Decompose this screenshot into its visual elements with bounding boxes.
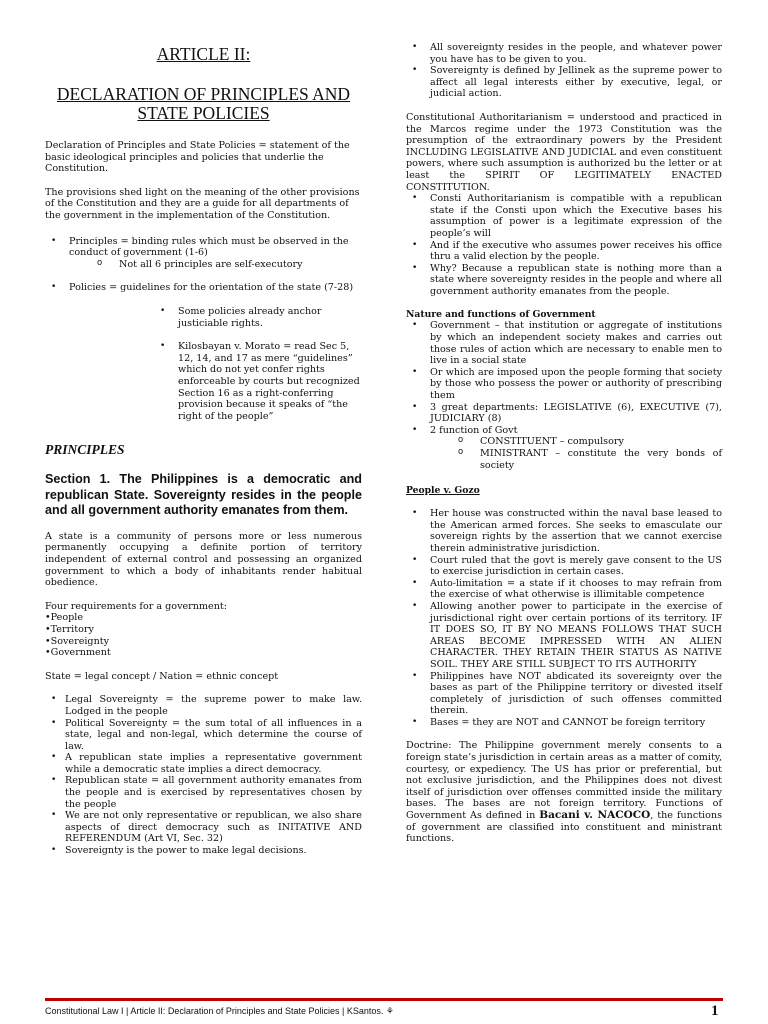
list-item: • Political Sovereignty = the sum total of all influences in a state, legal and non-legal, which determine the course of law. [45, 718, 362, 753]
list-item: • Government – that institution or aggregate of institutions by which an independent society makes and carries out those rules of action which are necessary to enable men to live in a social state [406, 320, 722, 366]
left-column [45, 42, 362, 857]
sovereignty-list [45, 694, 362, 856]
doctrine-paragraph [406, 740, 722, 844]
state-definition: A state is a community of persons more or less numerous permanently occupying a definite portion of territory independent of external control and possessing an organized government to which a body of inhabitants render habitual obedience. [45, 530, 362, 589]
list-item: • Philippines have NOT abdicated its sovereignty over the bases as part of the Philippine territory or divested itself completely of jurisdiction of such offenses committed therein. [406, 671, 722, 717]
list-item: • Some policies already anchor justiciable rights. [154, 306, 362, 329]
intro-paragraph-2: The provisions shed light on the meaning of the other provisions of the Constitution and they are a guide for all departments of the government in the implementation of the Constitution. [45, 186, 360, 221]
list-item: • Principles = binding rules which must be observed in the conduct of government (1-6) [45, 236, 362, 259]
list-item: o Not all 6 principles are self-executory [45, 259, 362, 271]
list-item: • We are not only representative or republican, we also share aspects of direct democracy such as INITATIVE AND REFERENDUM (Art VI, Sec. 32) [45, 810, 362, 845]
requirements-list [45, 612, 362, 658]
list-item: • All sovereignty resides in the people, and whatever power you have has to be given to you. [406, 42, 722, 65]
principles-list [45, 236, 362, 271]
page-number: 1 [711, 1003, 719, 1019]
nature-heading: Nature and functions of Government [406, 309, 596, 321]
list-item: • 2 function of Govt [406, 425, 722, 437]
case-name: Bacani v. NACOCO [539, 809, 651, 822]
list-item: • Or which are imposed upon the people forming that society by those who possess the power or authority of prescribing them [406, 367, 722, 402]
policies-sublist [45, 306, 362, 422]
list-item: •Government [45, 647, 111, 659]
list-item: • Legal Sovereignty = the supreme power to make law. Lodged in the people [45, 694, 362, 717]
list-item: •People [45, 612, 84, 624]
doctrine-text: Doctrine: The Philippine government merely consents to a foreign state’s jurisdiction in certain areas as a matter of comity, courtesy, or expediency. The US has prior or preferential, but not exclusive jurisdiction, and the Philippines does not divest itself of jurisdiction over offenses committed inside the military bases. The bases are not foreign territory. Functions of Government As defined in [406, 740, 722, 822]
list-item: o CONSTITUENT – compulsory [406, 436, 722, 448]
article-title: ARTICLE II: [156, 44, 251, 64]
case-list [406, 508, 722, 728]
intro-paragraph-1: Declaration of Principles and State Policies = statement of the basic ideological principles and policies that underlie the Constitution. [45, 140, 350, 175]
article-subtitle: DECLARATION OF PRINCIPLES AND STATE POLICIES [56, 84, 351, 123]
footer-text: Constitutional Law I | Article II: Declaration of Principles and State Policies | KSantos. ⚘ [45, 1006, 394, 1016]
case-heading: People v. Gozo [406, 485, 480, 497]
list-item: • Bases = they are NOT and CANNOT be foreign territory [406, 717, 722, 729]
list-item: • Kilosbayan v. Morato = read Sec 5, 12, 14, and 17 as mere “guidelines” which do not yet confer rights enforceable by courts but recognized Section 16 as a right-conferring provision because it speaks of “the right of the people” [154, 341, 362, 422]
list-item: • Consti Authoritarianism is compatible with a republican state if the Consti upon which the Executive bases his assumption of power is a legitimate expression of the people’s will [406, 193, 722, 239]
list-item: • 3 great departments: LEGISLATIVE (6), EXECUTIVE (7), JUDICIARY (8) [406, 402, 722, 425]
list-item: •Territory [45, 623, 94, 635]
list-item: • Allowing another power to participate in the exercise of jurisdictional right over certain portions of its territory. IF IT DOES SO, IT BY NO MEANS FOLLOWS THAT SUCH AREAS BECOME IMPRESSED WITH AN ALIEN CHARACTER. THEY RETAIN THEIR STATUS AS NATIVE SOIL. THEY ARE STILL SUBJECT TO ITS AUTHORITY [406, 601, 722, 671]
list-item: • Sovereignty is defined by Jellinek as the supreme power to affect all legal interests either by executive, legal, or judicial action. [406, 65, 722, 100]
list-item: • A republican state implies a representative government while a democratic state implies a direct democracy. [45, 752, 362, 775]
list-item: • Policies = guidelines for the orientation of the state (7-28) [45, 282, 362, 294]
sovereignty-bullets [406, 42, 722, 100]
state-nation-line: State = legal concept / Nation = ethnic concept [45, 670, 279, 682]
policies-list [45, 282, 362, 294]
footer-rule [45, 998, 723, 1001]
list-item: • And if the executive who assumes power receives his office thru a valid election by the people. [406, 240, 722, 263]
list-item: • Republican state = all government authority emanates from the people and is exercised by representatives chosen by the people [45, 775, 362, 810]
nature-list [406, 320, 722, 471]
doctrine-text-end: , the functions of government are classified into constituent and ministrant functions. [406, 810, 722, 845]
list-item: • Court ruled that the govt is merely gave consent to the US to exercise jurisdiction in certain cases. [406, 555, 722, 578]
list-item: •Sovereignty [45, 635, 110, 647]
list-item: • Why? Because a republican state is nothing more than a state where sovereignty resides in the people and where all government authority emanates from the people. [406, 263, 722, 298]
section-1-heading: Section 1. The Philippines is a democratic and republican State. Sovereignty resides in the people and all government authority emanates from them. [45, 472, 362, 518]
list-item: o MINISTRANT – constitute the very bonds of society [406, 448, 722, 471]
right-column [406, 42, 722, 845]
list-item: • Auto-limitation = a state if it chooses to may refrain from the exercise of what otherwise is illimitable competence [406, 578, 722, 601]
requirements-intro: Four requirements for a government: [45, 600, 227, 612]
authoritarianism-list [406, 193, 722, 297]
list-item: • Sovereignty is the power to make legal decisions. [45, 845, 362, 857]
list-item: • Her house was constructed within the naval base leased to the American armed forces. She seeks to emasculate our sovereign rights by the assertion that we cannot exercise therein administrative jurisdiction. [406, 508, 722, 554]
principles-heading: PRINCIPLES [45, 442, 125, 458]
constitutional-authoritarianism: Constitutional Authoritarianism = understood and practiced in the Marcos regime under the 1973 Constitution was the presumption of the extraordinary powers by the President INCLUDING LEGISLATIVE AND JUDICIAL and even constituent powers, where such assumption is authorized bu the letter or at least the SPIRIT OF LEGITIMATELY ENACTED CONSTITUTION. [406, 111, 722, 193]
